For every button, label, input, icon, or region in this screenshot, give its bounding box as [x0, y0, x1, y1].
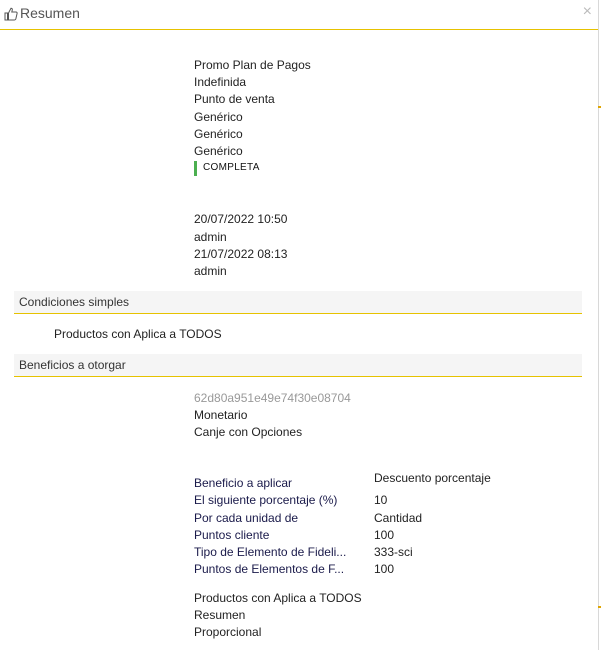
option-label: El siguiente porcentaje (%) [194, 493, 338, 507]
dialog-title: Resumen [20, 5, 80, 21]
status-text: COMPLETA [203, 162, 260, 173]
condition-item [54, 326, 222, 342]
option-row [0, 471, 598, 491]
detail-value: Promo Plan de Pagos [194, 58, 311, 72]
detail-value: 21/07/2022 08:13 [194, 247, 288, 261]
option-label: Beneficio a aplicar [194, 476, 293, 490]
detail-value: 20/07/2022 10:50 [194, 212, 288, 226]
option-value: 10 [374, 493, 388, 507]
option-label: Por cada unidad de [194, 511, 299, 525]
close-icon[interactable]: × [582, 3, 592, 20]
option-label: Puntos de Elementos de F... [194, 562, 345, 576]
option-row [0, 544, 598, 560]
benefit-value: Productos con Aplica a TODOS [194, 591, 362, 605]
detail-value: Punto de venta [194, 92, 275, 106]
option-value: 100 [374, 528, 395, 542]
section-title: Condiciones simples [19, 295, 130, 309]
detail-value: Genérico [194, 144, 243, 158]
option-row [0, 492, 598, 508]
option-value: 333-sci [374, 545, 413, 559]
option-row [0, 527, 598, 543]
detail-value: Genérico [194, 110, 243, 124]
option-value: Descuento porcentaje [374, 471, 491, 485]
benefit-value: Proporcional [194, 625, 262, 639]
option-value: 100 [374, 562, 395, 576]
benefit-value: Canje con Opciones [194, 425, 303, 439]
option-label: Tipo de Elemento de Fideli... [194, 545, 347, 559]
thumbs-up-icon [4, 7, 18, 21]
detail-value: admin [194, 230, 227, 244]
benefit-value: Resumen [194, 608, 246, 622]
option-row [0, 510, 598, 526]
detail-value: admin [194, 264, 227, 278]
section-title: Beneficios a otorgar [19, 358, 126, 372]
detail-value: Indefinida [194, 75, 247, 89]
condition-text: Productos con Aplica a TODOS [54, 327, 222, 341]
detail-value: Genérico [194, 127, 243, 141]
status-bar [194, 161, 197, 176]
option-value: Cantidad [374, 511, 423, 525]
dialog-header [0, 0, 598, 30]
section-conditions-header [14, 291, 582, 314]
status-badge [194, 160, 260, 176]
option-row [0, 561, 598, 577]
section-benefits-header [14, 354, 582, 377]
benefit-value: Monetario [194, 408, 248, 422]
option-label: Puntos cliente [194, 528, 270, 542]
benefit-id-value: 62d80a951e49e74f30e08704 [194, 391, 351, 405]
